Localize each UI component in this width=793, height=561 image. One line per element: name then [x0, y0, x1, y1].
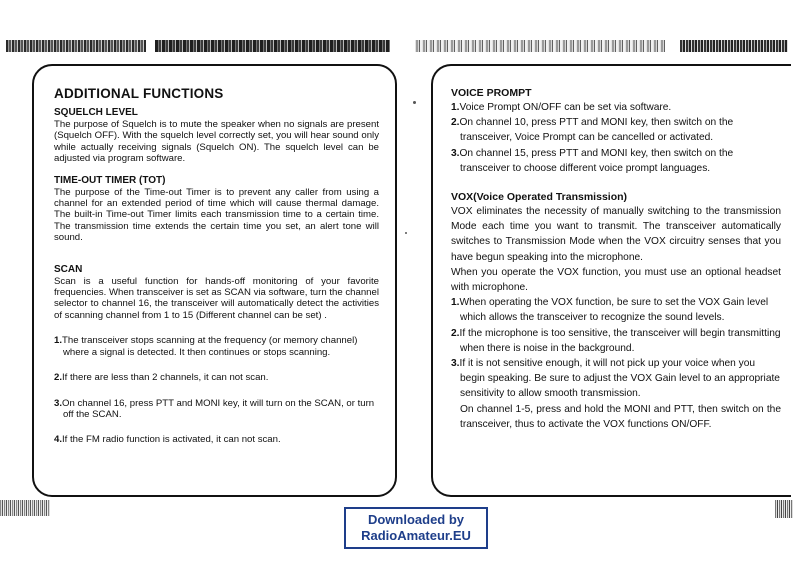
download-badge[interactable]: [344, 507, 488, 549]
voice-prompt-heading: VOICE PROMPT: [451, 87, 532, 99]
scan-artifact-top-1: [6, 40, 146, 52]
left-panel: [32, 64, 397, 497]
voice-item-1: 1.Voice Prompt ON/OFF can be set via software.: [451, 102, 672, 113]
squelch-heading: SQUELCH LEVEL: [54, 107, 138, 118]
voice-item-2: 2.On channel 10, press PTT and MONI key, then switch on the transceiver, Voice Prompt can be cancelled or activated.: [451, 117, 734, 144]
vox-heading: VOX(Voice Operated Transmission): [451, 191, 628, 204]
scan-item-3: 3.On channel 16, press PTT and MONI key, it will turn on the SCAN, or turn off the SCAN.: [54, 397, 375, 420]
scan-artifact-top-4: [680, 40, 788, 52]
badge-line-2: RadioAmateur.EU: [361, 528, 471, 543]
scan-item-1: 1.The transceiver stops scanning at the frequency (or memory channel) where a signal is detected. It then continues or stops scanning.: [54, 335, 358, 358]
scan-artifact-bottom-right: [775, 500, 793, 518]
scan-item-4: 4.If the FM radio function is activated, it can not scan.: [54, 434, 281, 446]
tot-heading: TIME-OUT TIMER (TOT): [54, 174, 166, 186]
scan-heading: SCAN: [54, 263, 83, 275]
vox-item-3: 3.If it is not sensitive enough, it will not pick up your voice when you begin speaking. Be sure to adjust the VOX Gain level to an appropriate sensitivity to allow smooth transmission.: [451, 358, 780, 400]
vox-extra-text: On channel 1-5, press and hold the MONI and PTT, then switch on the transceiver, thus to activate the VOX functions ON/OFF.: [460, 403, 781, 430]
vox-text-1: VOX eliminates the necessity of manually switching to the transmission Mode each time you want to transmit. The transceiver automatically switches to Transmission Mode when the VOX circuitry senses that you have begun speaking into the microphone.: [451, 206, 781, 263]
speck: [405, 232, 407, 234]
vox-text-2: When you operate the VOX function, you must use an optional headset with microphone.: [451, 266, 781, 294]
scan-artifact-top-3: [415, 40, 665, 52]
squelch-text: The purpose of Squelch is to mute the speaker when no signals are present (Squelch OFF). With the squelch level correctly set, you will hear sound only while actually receiving signals (Squelch ON). The squelch level can be adjusted via program software.: [54, 119, 379, 165]
scan-item-2: 2.If there are less than 2 channels, it can not scan.: [54, 372, 269, 384]
right-panel: [431, 64, 791, 497]
scan-artifact-bottom-left: [0, 500, 50, 516]
voice-item-3: 3.On channel 15, press PTT and MONI key, then switch on the transceiver to choose different voice prompt languages.: [451, 147, 734, 174]
badge-line-1: Downloaded by: [367, 512, 465, 527]
vox-item-2: 2.If the microphone is too sensitive, the transceiver will begin transmitting when there is noise in the background.: [451, 327, 781, 354]
page-title: ADDITIONAL FUNCTIONS: [54, 86, 224, 101]
scan-artifact-top-2: [155, 40, 390, 52]
scan-text: Scan is a useful function for hands-off monitoring of your favorite frequencies. When transceiver is set as SCAN via software, turn the channel selector to channel 16, the transceiver will automatically detect the activities of scanning channel from 1 to 15 (Different channel can be set) .: [54, 275, 379, 321]
speck: [413, 101, 416, 104]
vox-item-1: 1.When operating the VOX function, be sure to set the VOX Gain level which allows the transceiver to recognize the sound levels.: [451, 297, 769, 324]
tot-text: The purpose of the Time-out Timer is to prevent any caller from using a channel for an extended period of time which will cause thermal damage. The built-in Time-out Timer limits each transmission time to a certain time. The transmission time extends the certain time you set, an alert tone will sound.: [54, 186, 379, 244]
